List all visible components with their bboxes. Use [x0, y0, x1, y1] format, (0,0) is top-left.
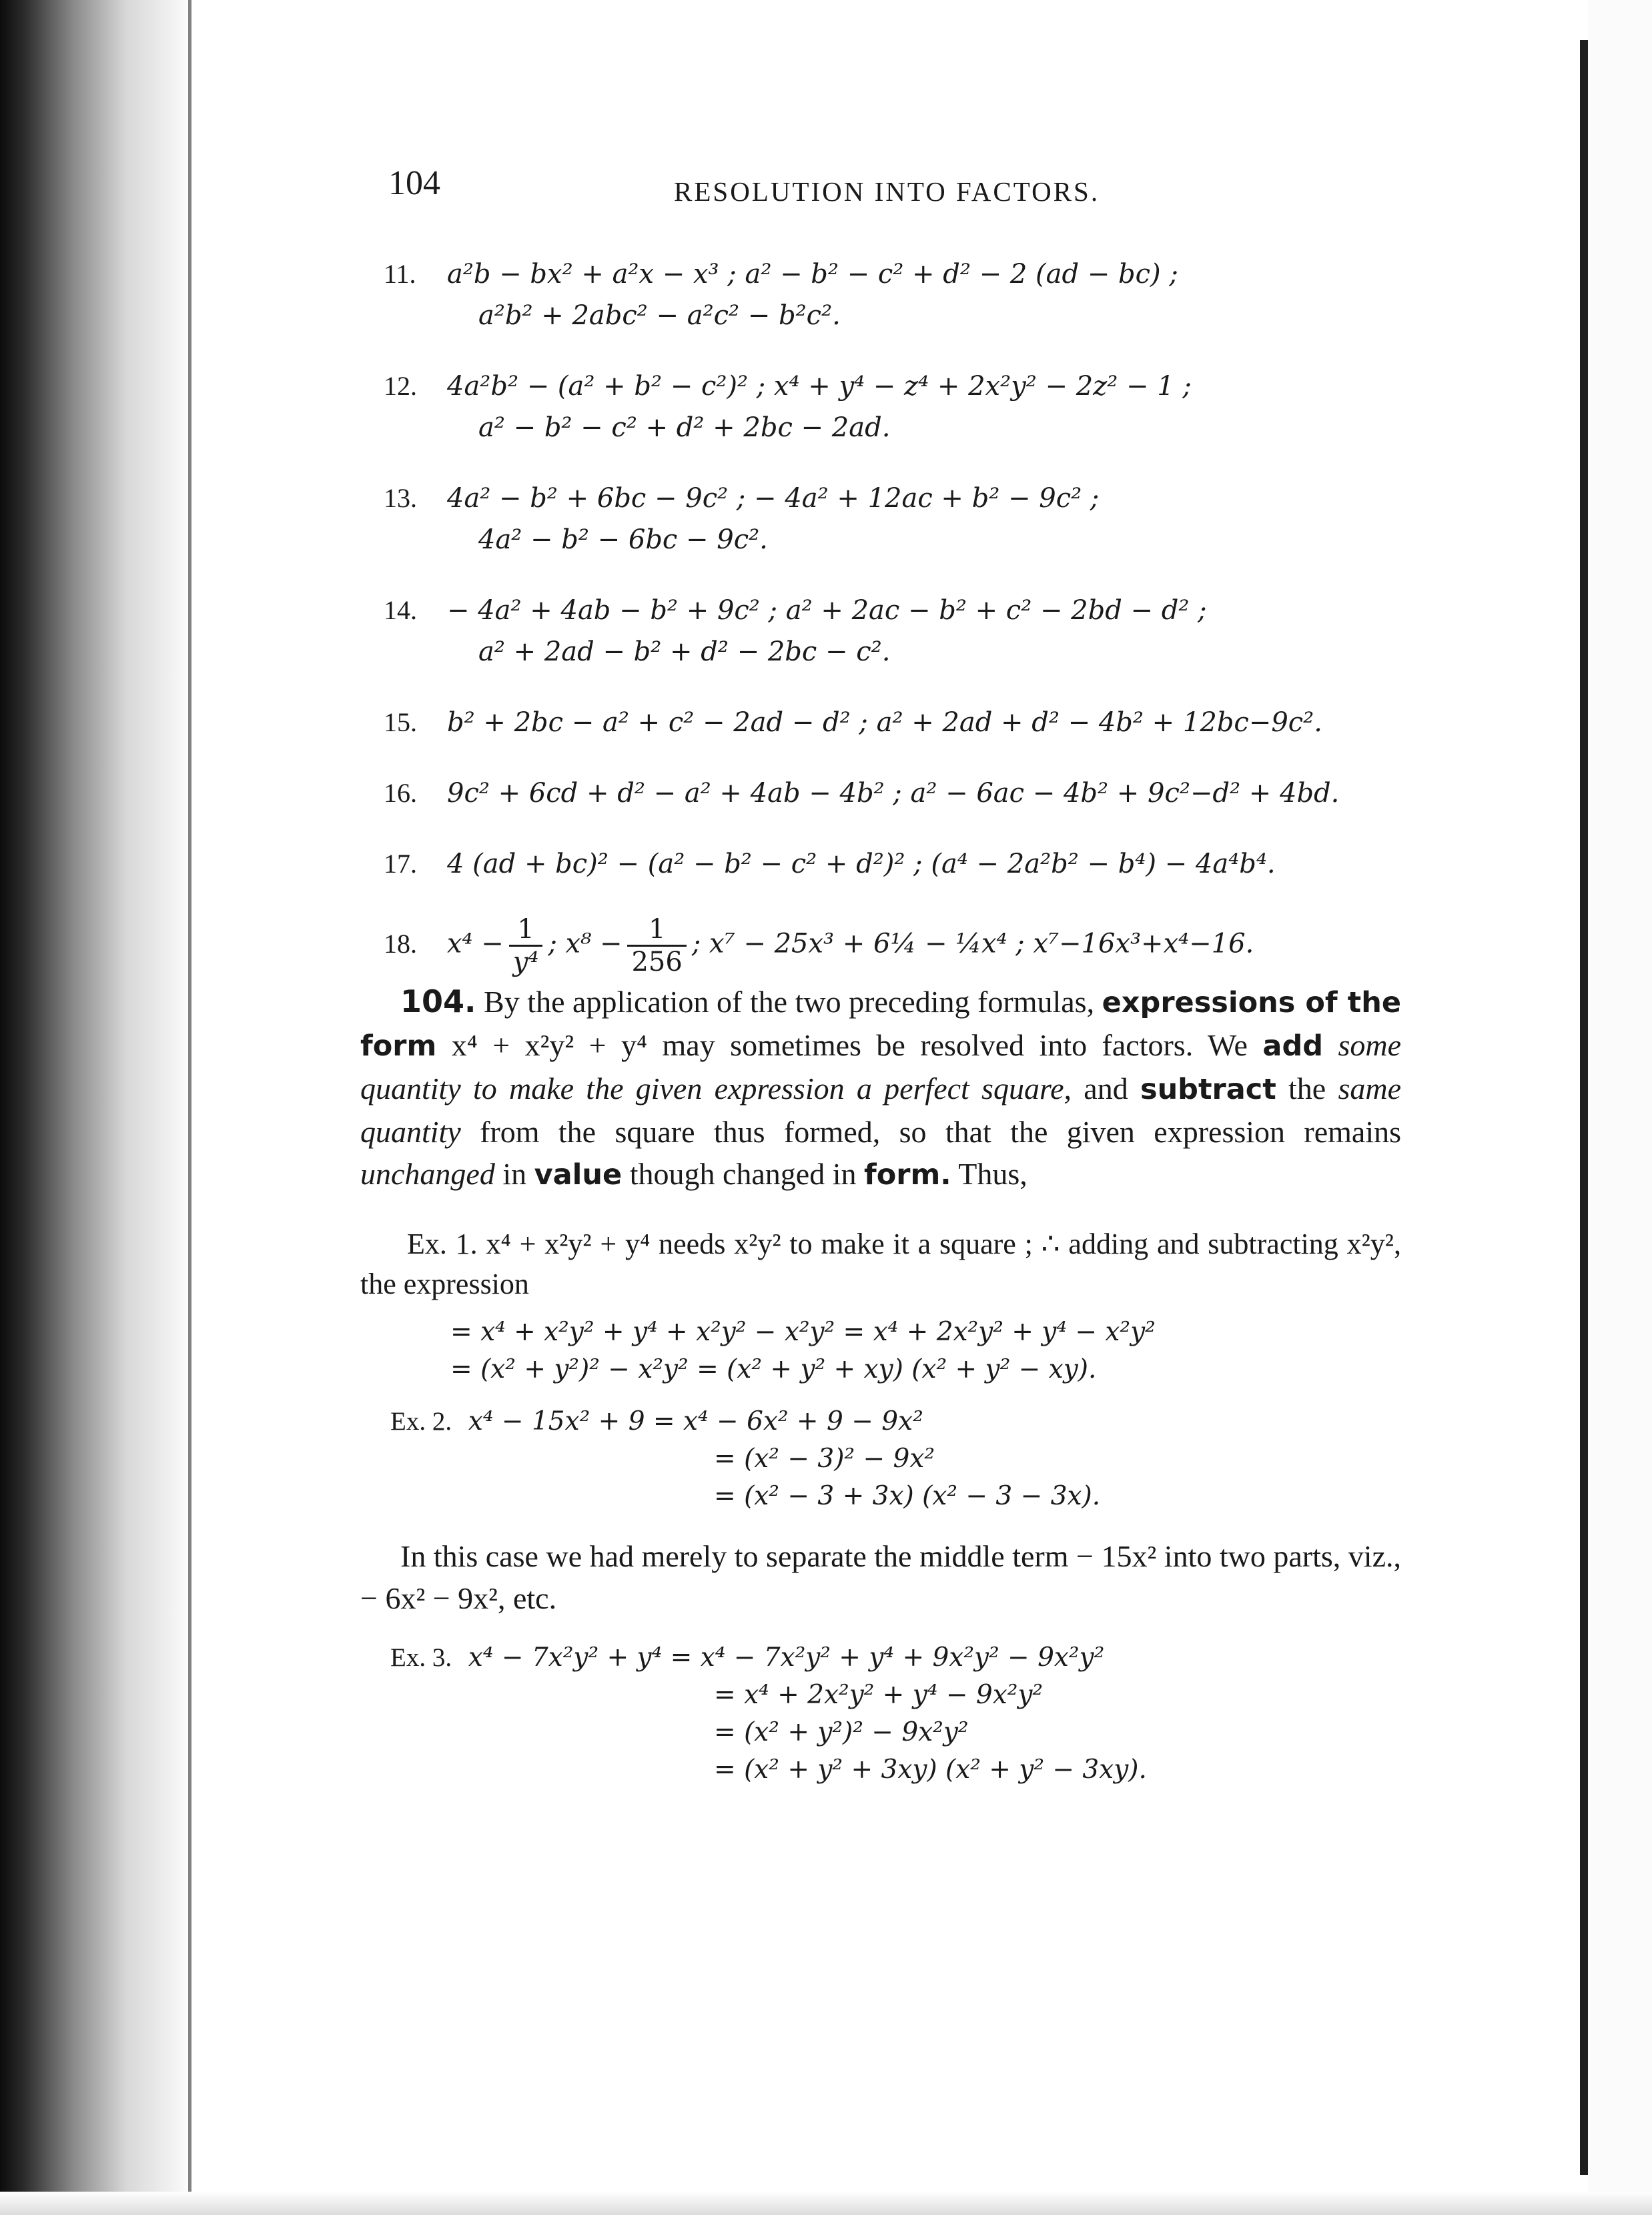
equation-line: = (x² + y²)² − 9x²y² [714, 1717, 969, 1747]
exercise-text: 4a² − b² + 6bc − 9c² ; − 4a² + 12ac + b² − 9c² ; [447, 483, 1100, 514]
facing-page-edge [1580, 40, 1588, 2175]
text-run: x⁴ + x²y² + y⁴ may sometimes be resolved into factors. We [436, 1028, 1263, 1062]
fraction-denominator: y⁴ [512, 947, 539, 977]
exercise-number: 15. [384, 707, 417, 737]
exercise-term: x⁴ − [447, 928, 504, 959]
exercise-16 [360, 773, 1401, 814]
exercise-14 [360, 590, 1401, 673]
example-label: Ex. 3. [390, 1643, 452, 1672]
exercise-text: a²b − bx² + a²x − x³ ; a² − b² − c² + d² − 2 (ad − bc) ; [447, 259, 1178, 290]
exercise-number: 17. [384, 849, 417, 879]
exercise-number: 14. [384, 595, 417, 625]
page-number: 104 [388, 164, 440, 202]
bold-phrase: value [534, 1158, 623, 1192]
exercise-text: 9c² + 6cd + d² − a² + 4ab − 4b² ; a² − 6ac − 4b² + 9c²−d² + 4bd. [447, 778, 1340, 809]
equation-text: x⁴ − 7x²y² + y⁴ = x⁴ − 7x²y² + y⁴ + 9x²y² − 9x²y² [468, 1643, 1105, 1673]
article-paragraph [360, 981, 1401, 1196]
exercise-number: 13. [384, 483, 417, 513]
text-run: Thus, [951, 1157, 1027, 1191]
fraction [509, 914, 543, 977]
book-page [360, 0, 1401, 2215]
fraction-numerator: 1 [627, 914, 686, 947]
equation-line: = x⁴ + 2x²y² + y⁴ − 9x²y² [714, 1680, 1044, 1710]
exercise-line [360, 773, 1401, 814]
exercise-18 [360, 914, 1401, 977]
exercise-17 [360, 843, 1401, 885]
exercise-line [360, 843, 1401, 885]
exercise-line [360, 914, 1401, 977]
exercise-number: 11. [384, 259, 416, 289]
exercise-term: ; x⁸ − [548, 928, 623, 959]
binding-shadow [0, 0, 190, 2215]
italic-phrase: same quantity [360, 1071, 1401, 1149]
equation-line: = (x² + y²)² − x²y² = (x² + y² + xy) (x² + y² − xy). [450, 1354, 1097, 1384]
exercise-number: 18. [384, 928, 417, 959]
bold-phrase: add [1262, 1029, 1323, 1063]
equation-line: = x⁴ + x²y² + y⁴ + x²y² − x²y² = x⁴ + 2x²y² + y⁴ − x²y² [450, 1317, 1156, 1347]
bold-phrase: subtract [1140, 1073, 1276, 1106]
exercise-line [360, 478, 1401, 519]
exercise-line [360, 254, 1401, 295]
example-2 [360, 1403, 1401, 1515]
italic-phrase: some quantity to make the given expression a perfect square, [360, 1028, 1401, 1105]
text-run: in [494, 1157, 534, 1191]
equation-text: x⁴ − 15x² + 9 = x⁴ − 6x² + 9 − 9x² [468, 1406, 923, 1436]
text-run: from the square thus formed, so that the given expression remains [460, 1115, 1401, 1149]
bold-phrase: form. [864, 1158, 951, 1192]
exercise-13 [360, 478, 1401, 560]
equation-line [360, 1639, 1401, 1677]
page-edge-line [188, 0, 191, 2215]
equation-line: = (x² + y² + 3xy) (x² + y² − 3xy). [714, 1755, 1147, 1785]
exercise-text: 4 (ad + bc)² − (a² − b² − c² + d²)² ; (a⁴ − 2a²b² − b⁴) − 4a⁴b⁴. [447, 849, 1276, 879]
text-run: and [1072, 1071, 1140, 1105]
text-run: By the application of the two preceding formulas, [476, 985, 1102, 1019]
equation-line [360, 1403, 1401, 1440]
explanatory-note: In this case we had merely to separate the middle term − 15x² into two parts, viz., − 6x² − 9x², etc. [360, 1539, 1401, 1615]
example-1 [360, 1224, 1401, 1388]
page-header [360, 163, 1401, 217]
example-statement: Ex. 1. x⁴ + x²y² + y⁴ needs x²y² to make it a square ; ∴ adding and subtracting x²y², the expression [360, 1228, 1401, 1300]
fraction-numerator: 1 [509, 914, 543, 947]
exercise-11 [360, 254, 1401, 336]
exercise-continuation: 4a² − b² − 6bc − 9c². [478, 524, 768, 555]
exercise-text: − 4a² + 4ab − b² + 9c² ; a² + 2ac − b² + c² − 2bd − d² ; [447, 595, 1207, 626]
exercise-number: 16. [384, 778, 417, 808]
text-run [1323, 1028, 1338, 1062]
bold-phrase: expressions of the form [360, 986, 1401, 1063]
exercise-text: b² + 2bc − a² + c² − 2ad − d² ; a² + 2ad + d² − 4b² + 12bc−9c². [447, 707, 1322, 738]
article-number: 104. [400, 983, 476, 1019]
article-104 [360, 981, 1401, 1789]
equation-line: = (x² − 3)² − 9x² [714, 1444, 935, 1474]
equation-line: = (x² − 3 + 3x) (x² − 3 − 3x). [714, 1481, 1101, 1511]
exercise-continuation: a² − b² − c² + d² + 2bc − 2ad. [478, 412, 891, 443]
exercise-line [360, 366, 1401, 407]
fraction-denominator: 256 [631, 947, 683, 977]
exercise-line [360, 590, 1401, 631]
exercise-list [360, 254, 1401, 1007]
italic-phrase: unchanged [360, 1157, 495, 1191]
running-title: RESOLUTION INTO FACTORS. [674, 176, 1100, 207]
exercise-12 [360, 366, 1401, 448]
exercise-continuation: a² + 2ad − b² + d² − 2bc − c². [478, 636, 891, 667]
example-3 [360, 1639, 1401, 1789]
exercise-number: 12. [384, 371, 417, 401]
exercise-continuation: a²b² + 2abc² − a²c² − b²c². [478, 300, 841, 331]
example-label: Ex. 2. [390, 1407, 452, 1436]
fraction [627, 914, 686, 977]
text-run: the [1276, 1071, 1338, 1105]
exercise-text: 4a²b² − (a² + b² − c²)² ; x⁴ + y⁴ − z⁴ + 2x²y² − 2z² − 1 ; [447, 371, 1192, 402]
text-run: though changed in [622, 1157, 864, 1191]
exercise-term: ; x⁷ − 25x³ + 6¼ − ¼x⁴ ; x⁷−16x³+x⁴−16. [691, 928, 1254, 959]
exercise-15 [360, 702, 1401, 743]
exercise-line [360, 702, 1401, 743]
scan-margin [1588, 0, 1652, 2215]
